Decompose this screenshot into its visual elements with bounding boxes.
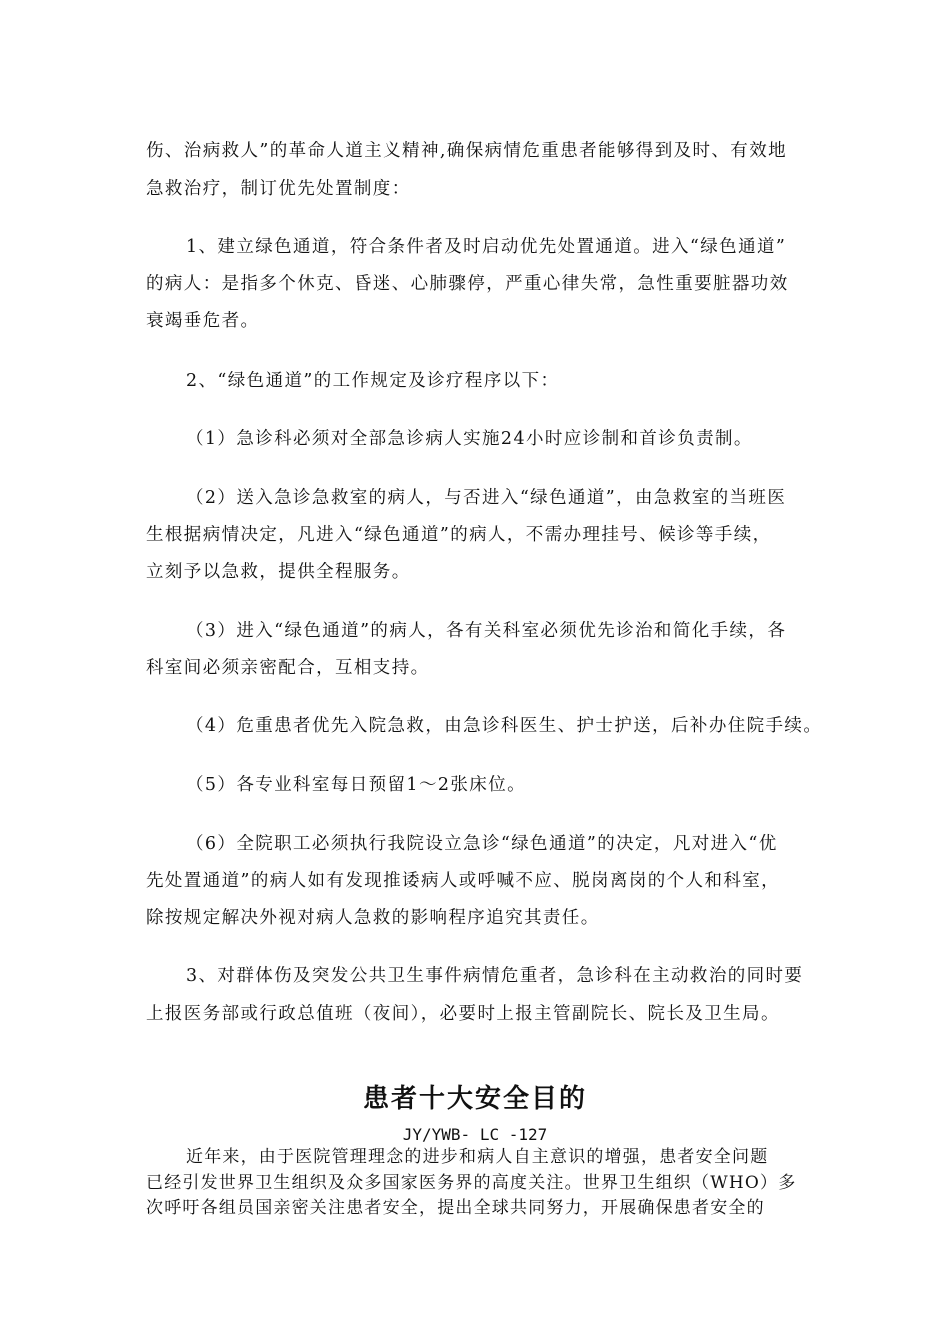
paragraph-line: 先处置通道”的病人如有发现推诿病人或呼喊不应、脱岗离岗的个人和科室，: [146, 871, 781, 891]
paragraph-line: 的病人：是指多个休克、昏迷、心肺骤停，严重心律失常，急性重要脏器功效: [146, 274, 789, 294]
paragraph-line: 已经引发世界卫生组织及众多国家医务界的高度关注。世界卫生组织（WHO）多: [146, 1173, 797, 1193]
paragraph-line: （4）危重患者优先入院急救，由急诊科医生、护士护送，后补办住院手续。: [186, 716, 823, 736]
paragraph-line: 近年来，由于医院管理理念的进步和病人自主意识的增强，患者安全问题: [186, 1147, 769, 1167]
paragraph-line: 除按规定解决外视对病人急救的影响程序追究其责任。: [146, 908, 600, 928]
paragraph-line: 伤、治病救人”的革命人道主义精神,确保病情危重患者能够得到及时、有效地: [146, 141, 788, 161]
paragraph-line: 急救治疗，制订优先处置制度：: [146, 179, 411, 199]
paragraph-line: （3）进入“绿色通道”的病人，各有关科室必须优先诊治和简化手续，各: [186, 621, 787, 641]
document-code: JY/YWB- LC -127: [402, 1125, 548, 1144]
paragraph-line: （2）送入急诊急救室的病人，与否进入“绿色通道”，由急救室的当班医: [186, 488, 787, 508]
paragraph-line: （5）各专业科室每日预留1～2张床位。: [186, 775, 527, 795]
paragraph-line: 2、“绿色通道”的工作规定及诊疗程序以下：: [186, 371, 560, 391]
paragraph-line: 上报医务部或行政总值班（夜间），必要时上报主管副院长、院长及卫生局。: [146, 1004, 780, 1024]
paragraph-line: 3、对群体伤及突发公共卫生事件病情危重者，急诊科在主动救治的同时要: [186, 966, 804, 986]
paragraph-line: （6）全院职工必须执行我院设立急诊“绿色通道”的决定，凡对进入“优: [186, 834, 778, 854]
section-title: 患者十大安全目的: [362, 1084, 587, 1114]
paragraph-line: 次呼吁各组员国亲密关注患者安全，提出全球共同努力，开展确保患者安全的: [146, 1198, 765, 1218]
paragraph-line: 衰竭垂危者。: [146, 311, 260, 331]
paragraph-line: 1、建立绿色通道，符合条件者及时启动优先处置通道。进入“绿色通道”: [186, 237, 787, 257]
paragraph-line: （1）急诊科必须对全部急诊病人实施24小时应诊制和首诊负责制。: [186, 429, 753, 449]
paragraph-line: 科室间必须亲密配合，互相支持。: [146, 658, 430, 678]
paragraph-line: 立刻予以急救，提供全程服务。: [146, 562, 411, 582]
paragraph-line: 生根据病情决定，凡进入“绿色通道”的病人，不需办理挂号、候诊等手续，: [146, 525, 772, 545]
